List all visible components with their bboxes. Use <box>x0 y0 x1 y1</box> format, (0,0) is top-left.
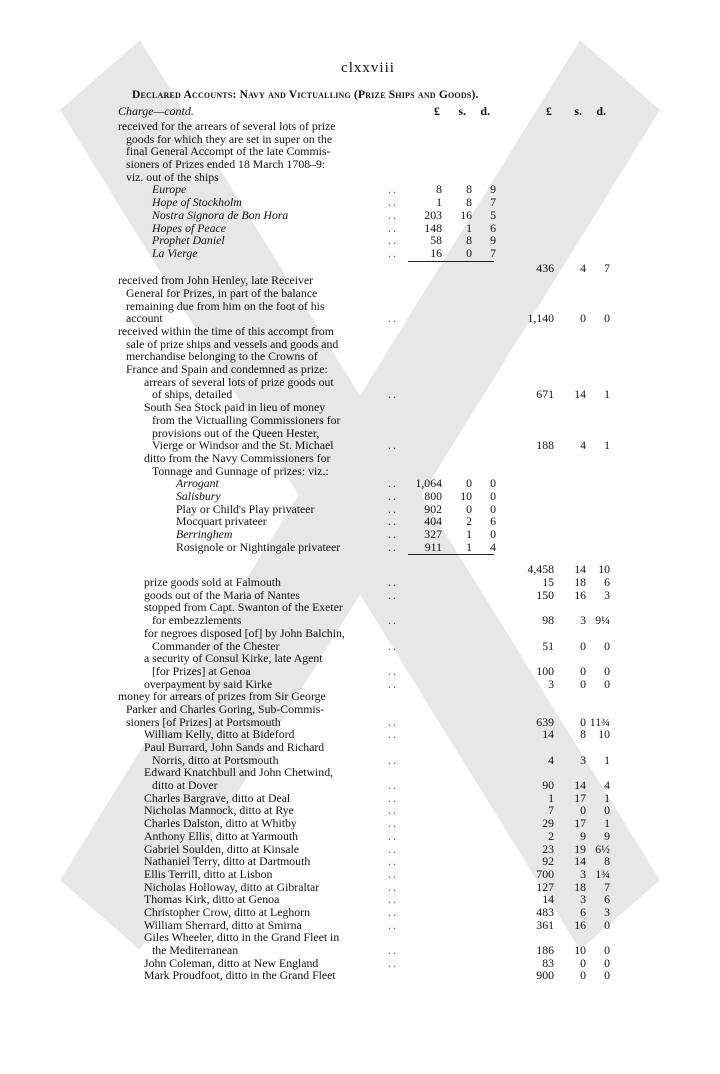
total-amount-pounds: 3 <box>548 676 554 691</box>
total-amount-shillings: 9 <box>580 828 586 843</box>
line-text: for negroes disposed [of] by John Balchin, <box>144 625 345 640</box>
line-text: overpayment by said Kirke <box>144 676 273 691</box>
leader-dots: .. <box>388 714 398 729</box>
total-amount-pence: 4 <box>604 778 610 793</box>
line-text: Nicholas Holloway, ditto at Gibraltar <box>144 879 320 894</box>
line-text: John Coleman, ditto at New England <box>144 955 319 970</box>
leader-dots: .. <box>388 816 398 831</box>
total-amount-pence: 3 <box>604 587 610 602</box>
total-amount-shillings: 6 <box>580 904 586 919</box>
line-text: merchandise belonging to the Crowns of <box>126 349 318 364</box>
total-amount-shillings: 17 <box>574 790 586 805</box>
col1-pence-header: d. <box>480 104 490 118</box>
total-amount-shillings: 19 <box>574 841 586 856</box>
total-amount-pence: 6 <box>604 575 610 590</box>
column-header <box>118 104 618 120</box>
line-text: William Kelly, ditto at Bideford <box>144 727 295 742</box>
total-amount-pounds: 436 <box>536 260 554 275</box>
sub-amount-pounds: 800 <box>424 488 442 503</box>
ledger-line <box>118 830 618 843</box>
total-amount-pounds: 127 <box>536 879 554 894</box>
total-amount-shillings: 3 <box>580 613 586 628</box>
line-text: Charles Bargrave, ditto at Deal <box>144 790 291 805</box>
line-text: money for arrears of prizes from Sir George <box>118 689 326 704</box>
leader-dots: .. <box>388 904 398 919</box>
sub-amount-pence: 0 <box>490 488 496 503</box>
line-text: a security of Consul Kirke, late Agent <box>144 651 323 666</box>
total-amount-pounds: 188 <box>536 438 554 453</box>
sub-amount-shillings: 8 <box>466 195 472 210</box>
line-text: account <box>126 311 163 326</box>
sub-amount-pounds: 1 <box>436 195 442 210</box>
line-text: Berringhem <box>176 527 233 541</box>
total-amount-shillings: 0 <box>580 638 586 653</box>
line-text: Parker and Charles Goring, Sub-Commis- <box>126 701 325 716</box>
total-amount-pounds: 7 <box>548 803 554 818</box>
total-amount-pounds: 98 <box>542 613 554 628</box>
line-text: Tonnage and Gunnage of prizes: viz.: <box>152 463 329 478</box>
line-text: ditto at Dover <box>152 778 218 793</box>
col1-pounds-header: £ <box>434 104 440 118</box>
total-amount-shillings: 8 <box>580 727 586 742</box>
total-amount-shillings: 18 <box>574 879 586 894</box>
leader-dots: .. <box>388 527 398 541</box>
total-amount-pounds: 14 <box>542 892 554 907</box>
sub-amount-pence: 9 <box>490 233 496 248</box>
line-text: sioners [of Prizes] at Portsmouth <box>126 714 281 729</box>
line-text: for embezzlements <box>152 613 242 628</box>
total-amount-pence: 0 <box>604 676 610 691</box>
line-text: ditto from the Navy Commissioners for <box>144 450 331 465</box>
line-text: [for Prizes] at Genoa <box>152 663 251 678</box>
total-amount-pounds: 700 <box>536 866 554 881</box>
sub-amount-pence: 0 <box>490 527 496 541</box>
leader-dots: .. <box>388 575 398 590</box>
sub-amount-pence: 7 <box>490 245 496 260</box>
line-text: Gabriel Soulden, ditto at Kinsale <box>144 841 299 856</box>
total-amount-pounds: 483 <box>536 904 554 919</box>
line-text: received for the arrears of several lots of prize <box>118 119 336 133</box>
total-amount-shillings: 14 <box>574 854 586 869</box>
sub-amount-pounds: 58 <box>430 233 442 248</box>
ledger-line <box>118 741 618 754</box>
leader-dots: .. <box>388 207 398 222</box>
ledger-line <box>118 855 618 868</box>
total-amount-pounds: 186 <box>536 943 554 957</box>
leader-dots: .. <box>388 514 398 529</box>
line-text: Hope of Stockholm <box>152 195 242 210</box>
total-amount-shillings: 4 <box>580 260 586 275</box>
total-amount-shillings: 0 <box>580 955 586 970</box>
line-text: Rosignole or Nightingale privateer <box>176 539 341 554</box>
leader-dots: .. <box>388 727 398 742</box>
total-amount-pounds: 1,140 <box>527 311 554 326</box>
line-text: Commander of the Chester <box>152 638 280 653</box>
leader-dots: .. <box>388 587 398 602</box>
total-amount-pence: 9 <box>604 828 610 843</box>
sub-amount-pounds: 327 <box>424 527 442 541</box>
sub-amount-shillings: 0 <box>466 501 472 516</box>
line-text: goods for which they are set in super on the <box>126 131 333 146</box>
total-amount-pounds: 150 <box>536 587 554 602</box>
total-amount-pounds: 90 <box>542 778 554 793</box>
total-amount-pence: 0 <box>604 917 610 932</box>
total-amount-shillings: 3 <box>580 866 586 881</box>
total-amount-shillings: 17 <box>574 816 586 831</box>
ledger-line <box>118 652 618 665</box>
total-amount-pence: 0 <box>604 803 610 818</box>
ledger-line <box>118 576 618 589</box>
sub-amount-pounds: 404 <box>424 514 442 529</box>
leader-dots: .. <box>388 778 398 793</box>
line-text: South Sea Stock paid in lieu of money <box>144 400 326 415</box>
total-amount-shillings: 0 <box>580 714 586 729</box>
ledger-line <box>118 817 618 830</box>
header-left: Charge—contd. <box>118 104 194 118</box>
leader-dots: .. <box>388 892 398 907</box>
leader-dots: .. <box>388 501 398 516</box>
total-amount-pounds: 23 <box>542 841 554 856</box>
ledger-line <box>118 325 618 338</box>
ledger-line <box>118 665 618 678</box>
total-amount-pence: 1 <box>604 790 610 805</box>
sub-amount-shillings: 16 <box>460 207 472 222</box>
line-text: Vierge or Windsor and the St. Michael <box>152 438 334 453</box>
ledger-line <box>118 171 618 184</box>
sub-amount-shillings: 8 <box>466 233 472 248</box>
total-amount-pence: 1 <box>604 387 610 402</box>
line-text: viz. out of the ships <box>126 169 219 184</box>
total-amount-pence: 0 <box>604 638 610 653</box>
leader-dots: .. <box>388 676 398 691</box>
ledger-line <box>118 120 618 133</box>
total-amount-pence: 0 <box>604 968 610 983</box>
leader-dots: .. <box>388 438 398 453</box>
leader-dots: .. <box>388 488 398 503</box>
leader-dots: .. <box>388 663 398 678</box>
line-text: Salisbury <box>176 488 221 503</box>
total-amount-pence: 0 <box>604 663 610 678</box>
ledger-line <box>118 363 618 376</box>
leader-dots: .. <box>388 803 398 818</box>
line-text: prize goods sold at Falmouth <box>144 575 281 590</box>
leader-dots: .. <box>388 828 398 843</box>
total-amount-shillings: 0 <box>580 663 586 678</box>
total-amount-pounds: 4 <box>548 752 554 767</box>
total-amount-pence: 0 <box>604 943 610 957</box>
leader-dots: .. <box>388 638 398 653</box>
sub-amount-pounds: 1,064 <box>415 476 442 491</box>
account-lines <box>118 120 618 982</box>
total-amount-shillings: 0 <box>580 311 586 326</box>
leader-dots: .. <box>388 182 398 197</box>
ledger-line <box>118 439 618 452</box>
total-amount-pence: 1 <box>604 816 610 831</box>
total-amount-pence: 0 <box>604 955 610 970</box>
total-amount-pence: 0 <box>604 311 610 326</box>
total-amount-pence: 9¼ <box>595 613 610 628</box>
leader-dots: .. <box>388 955 398 970</box>
ledger-line <box>118 209 618 222</box>
ledger-line <box>118 614 618 627</box>
sub-amount-pence: 4 <box>490 539 496 554</box>
line-text: final General Accompt of the late Commis- <box>126 144 331 159</box>
line-text: remaining due from him on the foot of his <box>126 298 325 313</box>
line-text: Nathaniel Terry, ditto at Dartmouth <box>144 854 311 869</box>
total-amount-pounds: 900 <box>536 968 554 983</box>
ledger-line <box>118 452 618 465</box>
line-text: Edward Knatchbull and John Chetwind, <box>144 765 334 780</box>
sub-amount-pence: 5 <box>490 207 496 222</box>
line-text: the Mediterranean <box>152 943 239 957</box>
sub-amount-pence: 9 <box>490 182 496 197</box>
sub-amount-pounds: 8 <box>436 182 442 197</box>
total-amount-pounds: 14 <box>542 727 554 742</box>
leader-dots: .. <box>388 195 398 210</box>
total-amount-pounds: 2 <box>548 828 554 843</box>
col2-shillings-header: s. <box>574 104 582 118</box>
line-text: Norris, ditto at Portsmouth <box>152 752 279 767</box>
line-text: Play or Child's Play privateer <box>176 501 315 516</box>
total-amount-shillings: 3 <box>580 892 586 907</box>
ledger-line <box>118 906 618 919</box>
leader-dots: .. <box>388 476 398 491</box>
leader-dots: .. <box>388 387 398 402</box>
total-amount-shillings: 14 <box>574 778 586 793</box>
sub-amount-pence: 6 <box>490 220 496 235</box>
line-text: Prophet Daniel <box>152 233 225 248</box>
total-amount-pence: 7 <box>604 260 610 275</box>
page-title: Declared Accounts: Navy and Victualling (Prize Ships and Goods). <box>132 89 479 101</box>
line-text: Charles Dalston, ditto at Whitby <box>144 816 297 831</box>
leader-dots: .. <box>388 311 398 326</box>
total-amount-pence: 1 <box>604 752 610 767</box>
line-text: Anthony Ellis, ditto at Yarmouth <box>144 828 299 843</box>
sub-amount-shillings: 2 <box>466 514 472 529</box>
total-amount-pence: 10 <box>598 562 610 577</box>
ledger-line <box>118 401 618 414</box>
leader-dots: .. <box>388 539 398 554</box>
sub-amount-shillings: 1 <box>466 527 472 541</box>
leader-dots: .. <box>388 841 398 856</box>
ledger-line <box>118 969 618 982</box>
total-amount-shillings: 18 <box>574 575 586 590</box>
sub-amount-shillings: 1 <box>466 220 472 235</box>
line-text: received from John Henley, late Receiver <box>118 273 314 288</box>
line-text: Mark Proudfoot, ditto in the Grand Fleet <box>144 968 336 983</box>
ledger-line <box>118 528 618 541</box>
total-amount-shillings: 16 <box>574 917 586 932</box>
ledger-line <box>118 627 618 640</box>
ledger-line <box>118 868 618 881</box>
leader-dots: .. <box>388 245 398 260</box>
ledger-line <box>118 247 618 260</box>
total-amount-pounds: 51 <box>542 638 554 653</box>
ledger-line <box>118 944 618 957</box>
total-amount-pounds: 29 <box>542 816 554 831</box>
sub-amount-pounds: 16 <box>430 245 442 260</box>
ledger-line <box>118 234 618 247</box>
total-amount-shillings: 14 <box>574 562 586 577</box>
line-text: General for Prizes, in part of the balance <box>126 285 318 300</box>
leader-dots: .. <box>388 613 398 628</box>
leader-dots: .. <box>388 220 398 235</box>
ledger-line <box>118 287 618 300</box>
total-amount-shillings: 3 <box>580 752 586 767</box>
line-text: France and Spain and condemned as prize: <box>126 362 328 377</box>
line-text: Thomas Kirk, ditto at Genoa <box>144 892 280 907</box>
total-amount-pounds: 4,458 <box>527 562 554 577</box>
ledger-line <box>118 703 618 716</box>
total-amount-shillings: 0 <box>580 968 586 983</box>
line-text: Mocquart privateer <box>176 514 267 529</box>
line-text: Christopher Crow, ditto at Leghorn <box>144 904 311 919</box>
sub-amount-pounds: 203 <box>424 207 442 222</box>
sub-amount-shillings: 1 <box>466 539 472 554</box>
leader-dots: .. <box>388 917 398 932</box>
line-text: La Vierge <box>152 245 198 260</box>
leader-dots: .. <box>388 943 398 957</box>
sub-amount-pence: 7 <box>490 195 496 210</box>
total-amount-pounds: 92 <box>542 854 554 869</box>
leader-dots: .. <box>388 752 398 767</box>
leader-dots: .. <box>388 866 398 881</box>
total-amount-shillings: 4 <box>580 438 586 453</box>
total-amount-pence: 6½ <box>595 841 610 856</box>
line-text: sale of prize ships and vessels and goods and <box>126 336 339 351</box>
page-number: clxxviii <box>341 60 395 76</box>
line-text: Giles Wheeler, ditto in the Grand Fleet in <box>144 930 340 945</box>
total-amount-shillings: 14 <box>574 387 586 402</box>
total-amount-pounds: 15 <box>542 575 554 590</box>
sub-amount-shillings: 8 <box>466 182 472 197</box>
line-text: received within the time of this accompt from <box>118 324 334 338</box>
line-text: from the Victualling Commissioners for <box>152 412 341 427</box>
total-amount-shillings: 0 <box>580 803 586 818</box>
total-amount-pence: 6 <box>604 892 610 907</box>
total-amount-pence: 7 <box>604 879 610 894</box>
line-text: Nicholas Mannock, ditto at Rye <box>144 803 294 818</box>
total-amount-shillings: 16 <box>574 587 586 602</box>
total-amount-pence: 10 <box>598 727 610 742</box>
col2-pence-header: d. <box>596 104 606 118</box>
total-amount-pounds: 1 <box>548 790 554 805</box>
col1-shillings-header: s. <box>458 104 466 118</box>
total-amount-shillings: 10 <box>574 943 586 957</box>
total-amount-shillings: 0 <box>580 676 586 691</box>
line-text: goods out of the Maria of Nantes <box>144 587 300 602</box>
line-text: Nostra Signora de Bon Hora <box>152 207 289 222</box>
total-amount-pounds: 361 <box>536 917 554 932</box>
line-text: arrears of several lots of prize goods out <box>144 374 334 389</box>
line-text: Europe <box>152 182 187 197</box>
total-amount-pounds: 83 <box>542 955 554 970</box>
total-amount-pence: 1¾ <box>595 866 610 881</box>
total-amount-pounds: 671 <box>536 387 554 402</box>
line-text: of ships, detailed <box>152 387 233 402</box>
total-amount-pounds: 639 <box>536 714 554 729</box>
ledger-line <box>118 541 618 554</box>
total-amount-pounds: 100 <box>536 663 554 678</box>
ledger-line <box>118 196 618 209</box>
total-amount-pence: 11¾ <box>589 714 610 729</box>
leader-dots: .. <box>388 879 398 894</box>
document-page <box>118 60 618 982</box>
line-text: Arrogant <box>176 476 219 491</box>
total-amount-pence: 8 <box>604 854 610 869</box>
leader-dots: .. <box>388 854 398 869</box>
ledger-line <box>118 779 618 792</box>
sub-amount-shillings: 10 <box>460 488 472 503</box>
total-amount-pence: 1 <box>604 438 610 453</box>
sub-amount-pounds: 902 <box>424 501 442 516</box>
line-text: provisions out of the Queen Hester, <box>152 425 320 440</box>
sub-amount-shillings: 0 <box>466 245 472 260</box>
sub-amount-pounds: 911 <box>424 539 442 554</box>
leader-dots: .. <box>388 790 398 805</box>
sub-amount-pence: 6 <box>490 514 496 529</box>
col2-pounds-header: £ <box>546 104 552 118</box>
sub-amount-pounds: 148 <box>424 220 442 235</box>
ledger-line <box>118 490 618 503</box>
line-text: sioners of Prizes ended 18 March 1708–9: <box>126 157 326 172</box>
ledger-line <box>118 158 618 171</box>
line-text: stopped from Capt. Swanton of the Exeter <box>144 600 343 615</box>
line-text: Hopes of Peace <box>152 220 227 235</box>
ledger-line <box>118 414 618 427</box>
sub-amount-shillings: 0 <box>466 476 472 491</box>
line-text: Ellis Terrill, ditto at Lisbon <box>144 866 273 881</box>
leader-dots: .. <box>388 233 398 248</box>
line-text: Paul Burrard, John Sands and Richard <box>144 740 325 754</box>
sub-amount-pence: 0 <box>490 501 496 516</box>
line-text: William Sherrard, ditto at Smirna <box>144 917 302 932</box>
total-amount-pence: 3 <box>604 904 610 919</box>
sub-amount-pence: 0 <box>490 476 496 491</box>
